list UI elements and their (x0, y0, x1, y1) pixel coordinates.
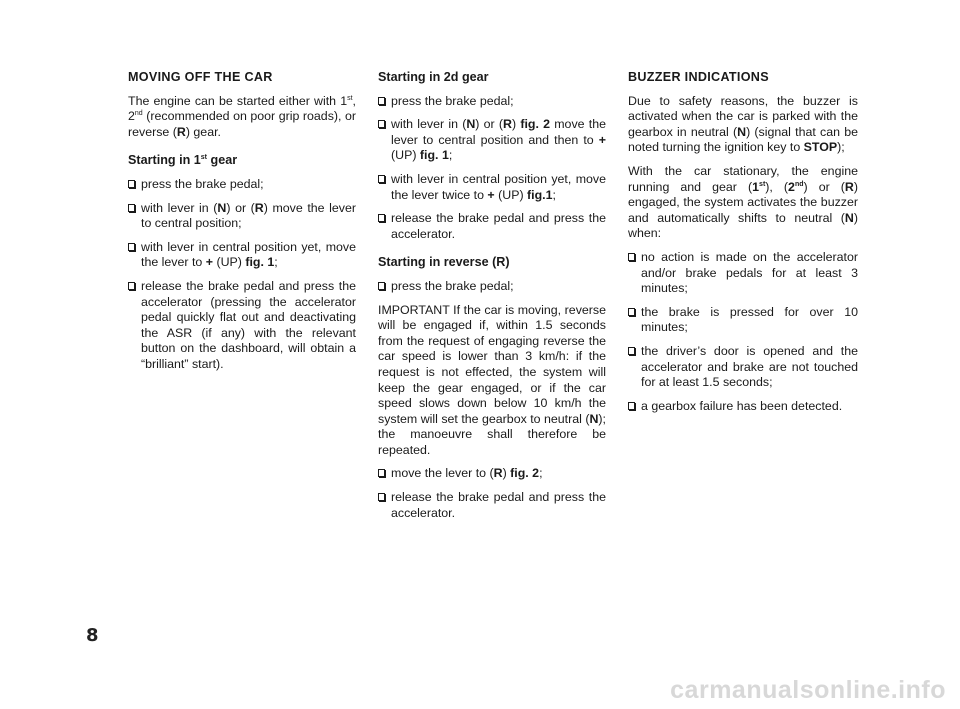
bullet-list-reverse (378, 466, 606, 521)
list-item (628, 305, 858, 336)
watermark-logo: carmanualsonline.info (670, 676, 946, 704)
column-moving-off (128, 70, 356, 381)
list-item-text: move the lever to (R) fig. 2; (391, 466, 543, 481)
bullet-list-starting-2d (378, 94, 606, 243)
list-item (378, 172, 606, 203)
checkbox-bullet-icon (378, 469, 385, 477)
list-item (378, 117, 606, 164)
buzzer-paragraph-1: Due to safety reasons, the buzzer is activated when the car is parked with the gearbox in neutral (N) (signal that can be noted turning the ignition key to STOP); (628, 93, 859, 155)
list-item-text: with lever in (N) or (R) move the lever to central position; (141, 200, 356, 231)
checkbox-bullet-icon (128, 243, 135, 251)
bullet-list-buzzer (628, 250, 858, 414)
column-buzzer-indications (628, 70, 858, 422)
checkbox-bullet-icon (378, 493, 385, 501)
list-item (378, 211, 606, 242)
list-item (628, 399, 858, 415)
checkbox-bullet-icon (378, 282, 385, 290)
list-item (128, 201, 356, 232)
intro-paragraph: The engine can be started either with 1st, 2nd (recommended on poor grip roads), or reverse (R) gear. (128, 93, 356, 139)
checkbox-bullet-icon (378, 120, 385, 128)
bullet-list-reverse-first (378, 279, 606, 295)
list-item (378, 490, 606, 521)
checkbox-bullet-icon (628, 253, 635, 261)
list-item (628, 250, 858, 297)
list-item-text: with lever in central position yet, move the lever to + (UP) fig. 1; (141, 239, 356, 270)
section-heading-moving-off: MOVING OFF THE CAR (128, 70, 273, 84)
list-item-text: press the brake pedal; (141, 176, 264, 191)
checkbox-bullet-icon (378, 214, 385, 222)
checkbox-bullet-icon (128, 204, 135, 212)
list-item (128, 177, 356, 193)
checkbox-bullet-icon (378, 175, 385, 183)
list-item-text: with lever in central position yet, move the lever twice to + (UP) fig.1; (391, 171, 606, 202)
list-item (378, 279, 606, 295)
list-item-text: release the brake pedal and press the accelerator. (391, 211, 606, 241)
list-item (628, 344, 858, 391)
list-item-text: release the brake pedal and press the accelerator. (391, 490, 606, 520)
list-item-text: no action is made on the accelerator and/or brake pedals for at least 3 minutes; (641, 249, 858, 296)
list-item (378, 94, 606, 110)
page-number: 8 (86, 625, 99, 646)
list-item-text: the brake is pressed for over 10 minutes; (641, 304, 858, 335)
checkbox-bullet-icon (378, 97, 385, 105)
column-starting-2nd-reverse (378, 70, 606, 529)
list-item-text: press the brake pedal; (391, 93, 514, 108)
list-item-text: release the brake pedal and press the accelerator (pressing the accelerator pedal quickly flat out and deactivating the ASR (if any) with the relevant button on the dashboard, will obtain a “brilliant” start). (141, 278, 356, 371)
checkbox-bullet-icon (128, 180, 135, 188)
checkbox-bullet-icon (128, 282, 135, 290)
list-item (378, 466, 606, 482)
list-item-text: press the brake pedal; (391, 278, 514, 293)
section-heading-buzzer: BUZZER INDICATIONS (628, 70, 769, 84)
list-item (128, 240, 356, 271)
important-paragraph: IMPORTANT If the car is moving, reverse will be engaged if, within 1.5 seconds from the request of engaging reverse the car speed is lower than 3 km/h: if the request is not effected, the system will keep the gear engaged, or if the car speed slows down below 10 km/h the system will set the gearbox to neutral (N); the manoeuvre shall therefore be repeated. (378, 302, 606, 457)
subheading-starting-reverse: Starting in reverse (R) (378, 255, 510, 270)
subheading-starting-2d: Starting in 2d gear (378, 70, 489, 84)
list-item-text: the driver’s door is opened and the accelerator and brake are not touched for at least 1.5 seconds; (641, 343, 858, 390)
bullet-list-starting-1st (128, 177, 356, 373)
subheading-starting-1st: Starting in 1st gear (128, 153, 238, 168)
checkbox-bullet-icon (628, 308, 635, 316)
list-item (128, 279, 356, 373)
checkbox-bullet-icon (628, 402, 635, 410)
buzzer-paragraph-2: With the car stationary, the engine running and gear (1st), (2nd) or (R) engaged, the system activates the buzzer and automatically shifts to neutral (N) when: (628, 163, 859, 241)
list-item-text: with lever in (N) or (R) fig. 2 move the lever to central position and then to + (UP) fig. 1; (391, 117, 606, 163)
list-item-text: a gearbox failure has been detected. (641, 398, 843, 413)
checkbox-bullet-icon (628, 347, 635, 355)
